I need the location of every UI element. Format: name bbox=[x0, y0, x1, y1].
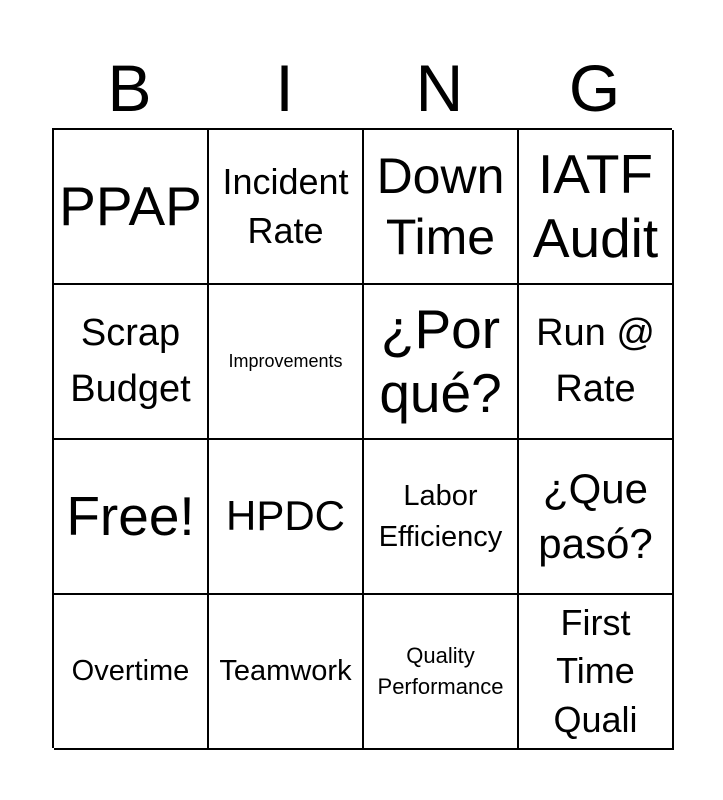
bingo-cell[interactable] bbox=[54, 595, 209, 750]
header-letter-n: N bbox=[415, 51, 464, 125]
cell-label: PPAP bbox=[59, 174, 202, 237]
cell-label: ¿Por qué? bbox=[379, 297, 502, 424]
cell-label: Labor Efficiency bbox=[378, 479, 503, 553]
bingo-cell[interactable] bbox=[54, 440, 209, 595]
bingo-board bbox=[52, 128, 672, 748]
cell-label: Down Time bbox=[376, 147, 505, 265]
cell-label: Scrap Budget bbox=[70, 312, 191, 410]
cell-label: Improvements bbox=[228, 350, 343, 371]
cell-label: Incident Rate bbox=[222, 160, 349, 251]
bingo-cell[interactable] bbox=[364, 130, 519, 285]
cell-label: Overtime bbox=[71, 655, 190, 688]
bingo-cell[interactable] bbox=[519, 130, 674, 285]
cell-label: ¿Que pasó? bbox=[538, 464, 653, 567]
header-letter-b: B bbox=[107, 51, 152, 125]
bingo-cell[interactable] bbox=[364, 440, 519, 595]
cell-label: Free! bbox=[66, 484, 195, 547]
bingo-cell[interactable] bbox=[519, 285, 674, 440]
cell-label: Quality Performance bbox=[377, 642, 504, 699]
bingo-cell[interactable] bbox=[54, 130, 209, 285]
bingo-cell[interactable] bbox=[209, 595, 364, 750]
bingo-header bbox=[52, 48, 672, 128]
cell-label: HPDC bbox=[225, 492, 345, 540]
bingo-cell[interactable] bbox=[54, 285, 209, 440]
cell-label: Teamwork bbox=[219, 655, 352, 688]
header-letter-g: G bbox=[568, 51, 621, 125]
cell-label: IATF Audit bbox=[532, 142, 659, 269]
bingo-cell[interactable] bbox=[364, 595, 519, 750]
bingo-cell[interactable] bbox=[209, 285, 364, 440]
cell-label: Run @ Rate bbox=[536, 312, 655, 410]
bingo-cell[interactable] bbox=[519, 440, 674, 595]
header-letter-i: I bbox=[275, 51, 294, 125]
bingo-cell[interactable] bbox=[209, 130, 364, 285]
cell-label: First Time Quali bbox=[553, 601, 638, 740]
bingo-cell[interactable] bbox=[364, 285, 519, 440]
bingo-cell[interactable] bbox=[209, 440, 364, 595]
bingo-cell[interactable] bbox=[519, 595, 674, 750]
